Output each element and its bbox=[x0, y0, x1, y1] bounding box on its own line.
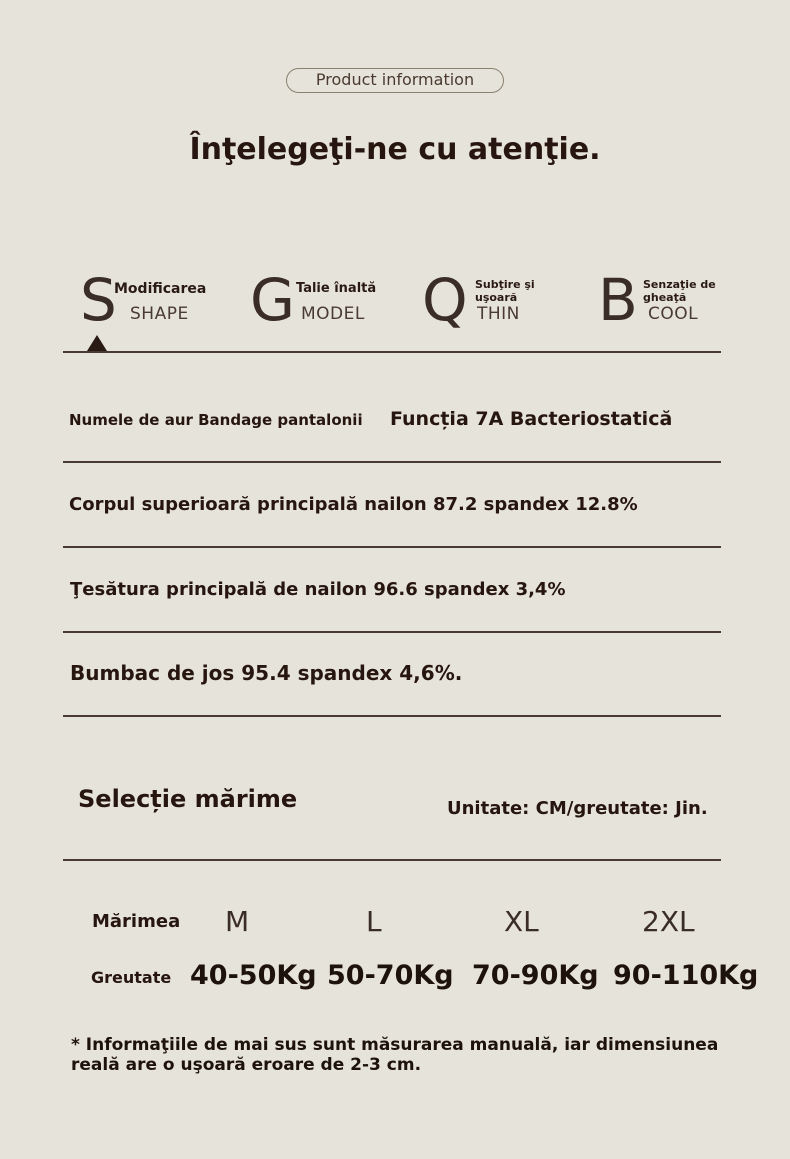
feature-letter: S bbox=[80, 266, 117, 334]
feature-english: MODEL bbox=[301, 304, 365, 324]
weight-row-label: Greutate bbox=[91, 968, 172, 987]
feature-letter: Q bbox=[422, 266, 468, 334]
divider bbox=[63, 859, 721, 861]
product-information-pill: Product information bbox=[286, 68, 504, 93]
feature-english: THIN bbox=[477, 304, 520, 324]
product-name: Numele de aur Bandage pantalonii bbox=[69, 411, 363, 429]
divider bbox=[63, 631, 721, 633]
feature-label: Senzaţie de gheaţă bbox=[643, 278, 716, 304]
weight-m: 40-50Kg bbox=[190, 960, 317, 991]
unit-label: Unitate: CM/greutate: Jin. bbox=[447, 798, 708, 819]
divider bbox=[63, 351, 721, 353]
page-headline: Înţelegeţi-ne cu atenţie. bbox=[189, 132, 601, 167]
feature-label: Subţire şi uşoară bbox=[475, 278, 535, 304]
weight-l: 50-70Kg bbox=[327, 960, 454, 991]
weight-xl: 70-90Kg bbox=[472, 960, 599, 991]
feature-english: SHAPE bbox=[130, 304, 189, 324]
feature-label: Modificarea bbox=[114, 281, 207, 297]
divider bbox=[63, 461, 721, 463]
size-selection-title: Selecție mărime bbox=[78, 785, 298, 813]
bottom-composition: Bumbac de jos 95.4 spandex 4,6%. bbox=[70, 661, 463, 685]
feature-letter: B bbox=[598, 266, 638, 334]
divider bbox=[63, 715, 721, 717]
measurement-footnote: * Informaţiile de mai sus sunt măsurarea manuală, iar dimensiunea reală are o uşoară eroare de 2-3 cm. bbox=[71, 1035, 719, 1075]
size-m: M bbox=[225, 905, 250, 938]
size-row-label: Mărimea bbox=[92, 911, 181, 932]
feature-letter: G bbox=[250, 266, 295, 334]
size-l: L bbox=[366, 905, 382, 938]
weight-2xl: 90-110Kg bbox=[613, 960, 759, 991]
feature-label: Talie înaltă bbox=[296, 281, 377, 296]
fabric-composition: Ţesătura principală de nailon 96.6 spandex 3,4% bbox=[70, 579, 566, 600]
product-function: Funcția 7A Bacteriostatică bbox=[390, 408, 673, 430]
selected-indicator-icon bbox=[87, 335, 107, 351]
feature-english: COOL bbox=[648, 304, 699, 324]
divider bbox=[63, 546, 721, 548]
size-2xl: 2XL bbox=[642, 905, 695, 938]
upper-composition: Corpul superioară principală nailon 87.2 spandex 12.8% bbox=[69, 494, 638, 515]
size-xl: XL bbox=[504, 905, 539, 938]
